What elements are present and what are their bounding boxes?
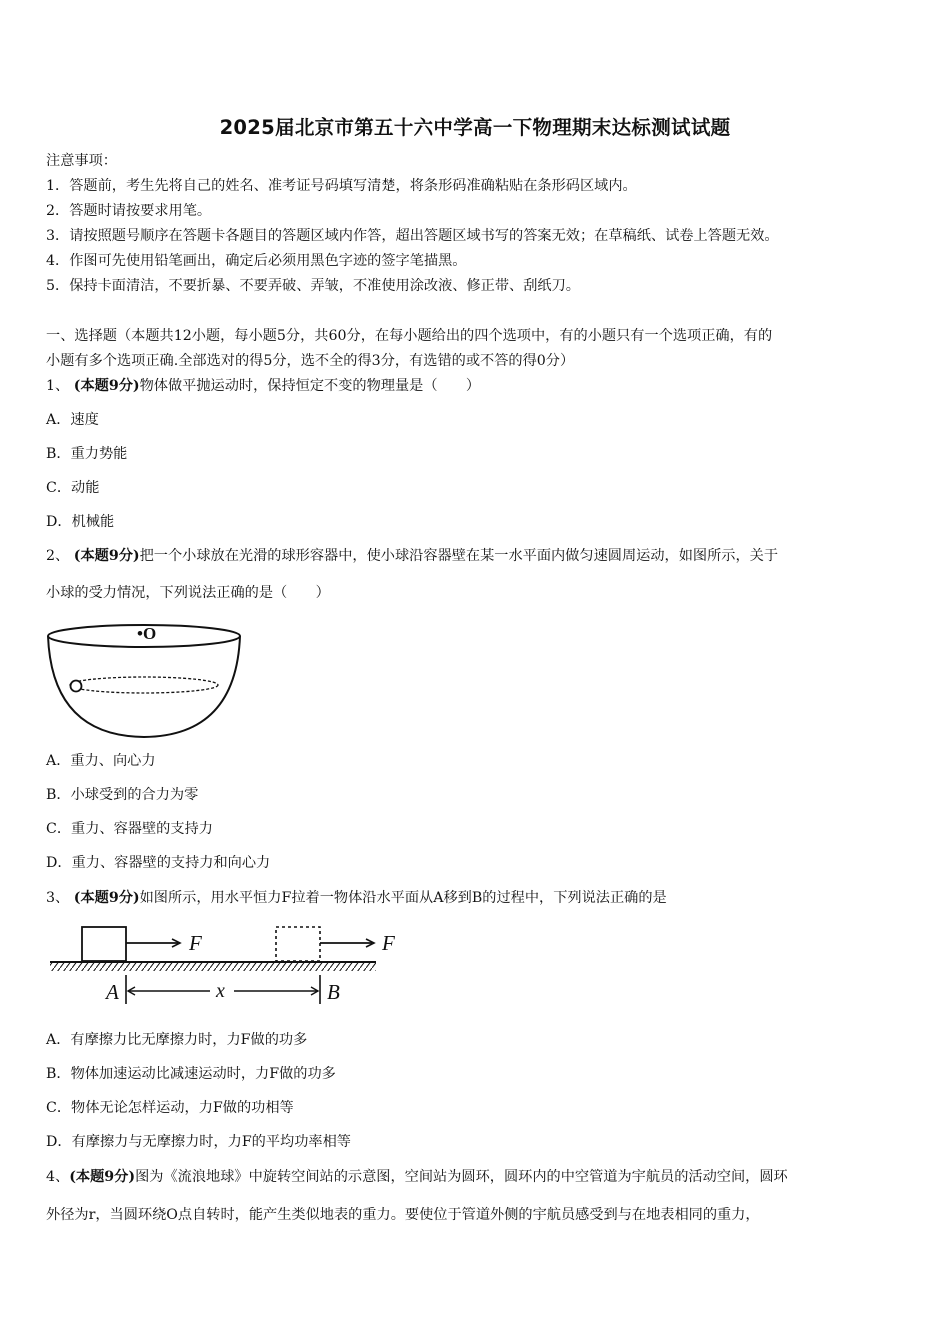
question-4-stem-cont: 外径为r，当圆环绕O点自转时，能产生类似地表的重力。要使位于管道外侧的宇航员感受到与在地表相同的重力， (46, 1207, 760, 1223)
question-number: 3、 (46, 890, 70, 906)
question-2-stem (46, 546, 778, 566)
force-label-2: F (382, 931, 395, 955)
center-label: •O (137, 624, 157, 643)
question-text: 物体做平抛运动时，保持恒定不变的物理量是（ ） (139, 378, 481, 394)
section-instructions-cont: 小题有多个选项正确.全部选对的得5分，选不全的得3分，有选错的或不答的得0分） (46, 353, 575, 369)
q3-option-a: A．有摩擦力比无摩擦力时，力F做的功多 (46, 1032, 308, 1048)
notice-item: 3．请按照题号顺序在答题卡各题目的答题区域内作答，超出答题区域书写的答案无效；在草稿纸、试卷上答题无效。 (46, 228, 779, 244)
question-4-stem (46, 1167, 788, 1187)
question-2-stem-cont: 小球的受力情况，下列说法正确的是（ ） (46, 585, 330, 601)
question-number: 1、 (46, 378, 70, 394)
block-end (276, 927, 320, 961)
q3-option-c: C．物体无论怎样运动，力F做的功相等 (46, 1100, 294, 1116)
orbit-path (70, 677, 218, 693)
question-3-stem (46, 888, 667, 908)
q1-option-a: A．速度 (46, 412, 99, 428)
bowl-figure (44, 618, 244, 743)
question-number: 2、 (46, 548, 70, 564)
question-text: 图为《流浪地球》中旋转空间站的示意图，空间站为圆环，圆环内的中空管道为宇航员的活动空间，圆环 (135, 1169, 788, 1185)
page-title: 2025届北京市第五十六中学高一下物理期末达标测试试题 (219, 116, 731, 139)
q2-option-d: D．重力、容器壁的支持力和向心力 (46, 855, 271, 871)
ball (71, 681, 82, 692)
q1-option-d: D．机械能 (46, 514, 115, 530)
q2-option-b: B．小球受到的合力为零 (46, 787, 199, 803)
block-start (82, 927, 126, 961)
distance-label: x (216, 980, 225, 1002)
point-a-label: A (106, 980, 119, 1004)
force-figure (48, 920, 418, 1012)
question-points: (本题9分) (69, 1169, 136, 1185)
question-points: (本题9分) (73, 890, 140, 906)
force-label-1: F (189, 931, 202, 955)
q1-option-c: C．动能 (46, 480, 100, 496)
question-text: 如图所示，用水平恒力F拉着一物体沿水平面从A移到B的过程中，下列说法正确的是 (139, 890, 667, 906)
q3-option-b: B．物体加速运动比减速运动时，力F做的功多 (46, 1066, 336, 1082)
q1-option-b: B．重力势能 (46, 446, 128, 462)
question-text: 把一个小球放在光滑的球形容器中，使小球沿容器壁在某一水平面内做匀速圆周运动，如图所示，关于 (139, 548, 779, 564)
question-points: (本题9分) (73, 548, 140, 564)
notice-item: 4．作图可先使用铅笔画出，确定后必须用黑色字迹的签字笔描黑。 (46, 253, 467, 269)
question-number: 4、 (46, 1169, 70, 1185)
notice-item: 5．保持卡面清洁，不要折暴、不要弄破、弄皱，不准使用涂改液、修正带、刮纸刀。 (46, 278, 580, 294)
notice-item: 2．答题时请按要求用笔。 (46, 203, 212, 219)
question-1-stem (46, 376, 480, 396)
section-instructions: 一、选择题（本题共12小题，每小题5分，共60分，在每小题给出的四个选项中，有的小题只有一个选项正确，有的 (46, 328, 773, 344)
question-points: (本题9分) (73, 378, 140, 394)
q3-option-d: D．有摩擦力与无摩擦力时，力F的平均功率相等 (46, 1134, 351, 1150)
notice-heading: 注意事项： (46, 153, 117, 169)
q2-option-c: C．重力、容器壁的支持力 (46, 821, 213, 837)
notice-item: 1．答题前，考生先将自己的姓名、准考证号码填写清楚，将条形码准确粘贴在条形码区域内。 (46, 178, 637, 194)
q2-option-a: A．重力、向心力 (46, 753, 156, 769)
ground-hatch (50, 963, 376, 971)
point-b-label: B (327, 980, 340, 1004)
